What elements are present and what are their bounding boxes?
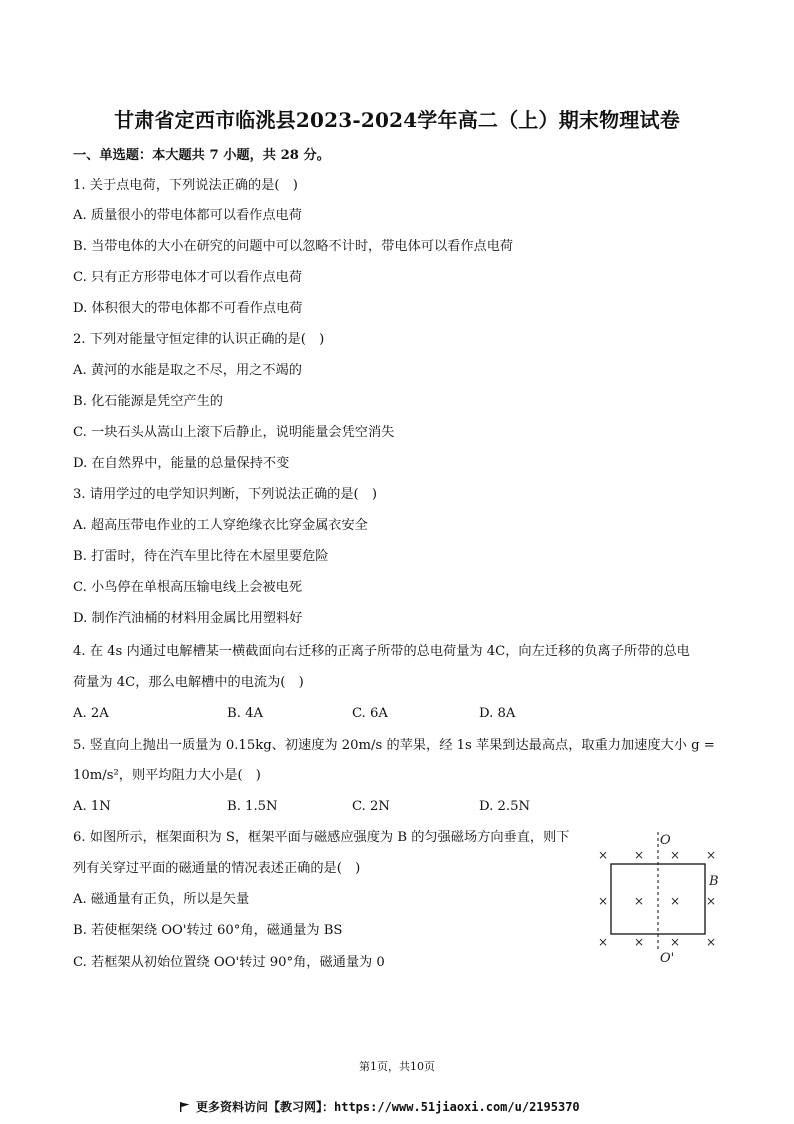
promo-link[interactable] (180, 1098, 580, 1115)
question-6-stem-line-2: 列有关穿过平面的磁通量的情况表述正确的是( ) (73, 861, 361, 876)
field-cross: × (669, 848, 681, 862)
figure-svg (592, 826, 722, 966)
question-6-stem-line-1: 6. 如图所示，框架面积为 S，框架平面与磁感应强度为 B 的匀强磁场方向垂直，则下 (73, 830, 570, 845)
question-5-option-d: D. 2.5N (479, 799, 530, 814)
question-2-option-c: C. 一块石头从嵩山上滚下后静止，说明能量会凭空消失 (73, 425, 395, 440)
question-3-option-b: B. 打雷时，待在汽车里比待在木屋里要危险 (73, 549, 329, 564)
question-1-option-b: B. 当带电体的大小在研究的问题中可以忽略不计时，带电体可以看作点电荷 (73, 239, 514, 254)
question-5-option-c: C. 2N (352, 799, 390, 814)
question-4-stem-line-1: 4. 在 4s 内通过电解槽某一横截面向右迁移的正离子所带的总电荷量为 4C，向左迁移的负离子所带的总电 (73, 644, 690, 659)
flag-icon (180, 1102, 190, 1112)
question-5-stem-line-2: 10m/s²，则平均阻力大小是( ) (73, 768, 261, 783)
question-3-stem: 3. 请用学过的电学知识判断，下列说法正确的是( ) (73, 487, 377, 502)
promo-text: 更多资料访问【教习网】：https://www.51jiaoxi.com/u/2195370 (196, 1100, 580, 1114)
question-2-option-d: D. 在自然界中，能量的总量保持不变 (73, 456, 290, 471)
field-cross: × (705, 894, 717, 908)
question-3-option-c: C. 小鸟停在单根高压输电线上会被电死 (73, 580, 303, 595)
question-5-stem-line-1: 5. 竖直向上抛出一质量为 0.15kg、初速度为 20m/s 的苹果，经 1s 苹果到达最高点，取重力加速度大小 g = (73, 738, 715, 753)
question-3-option-a: A. 超高压带电作业的工人穿绝缘衣比穿金属衣安全 (73, 518, 368, 533)
question-1-stem: 1. 关于点电荷，下列说法正确的是( ) (73, 178, 298, 193)
axis-label-bottom: O' (660, 951, 675, 966)
field-cross: × (633, 894, 645, 908)
field-cross: × (597, 935, 609, 949)
field-cross: × (633, 935, 645, 949)
field-cross: × (669, 894, 681, 908)
question-4-option-d: D. 8A (479, 706, 516, 721)
page-title: 甘肃省定西市临洮县2023-2024学年高二（上）期末物理试卷 (114, 108, 680, 132)
question-6-option-b: B. 若使框架绕 OO'转过 60°角，磁通量为 BS (73, 923, 343, 938)
page-number: 第1页，共10页 (359, 1060, 435, 1073)
field-cross: × (705, 935, 717, 949)
section-heading: 一、单选题：本大题共 7 小题，共 28 分。 (73, 148, 330, 163)
question-6-option-a: A. 磁通量有正负，所以是矢量 (73, 892, 250, 907)
question-2-option-a: A. 黄河的水能是取之不尽，用之不竭的 (73, 363, 302, 378)
question-4-option-c: C. 6A (352, 706, 388, 721)
question-1-option-a: A. 质量很小的带电体都可以看作点电荷 (73, 208, 302, 223)
field-cross: × (669, 935, 681, 949)
question-4-stem-line-2: 荷量为 4C，那么电解槽中的电流为( ) (73, 675, 304, 690)
question-1-option-c: C. 只有正方形带电体才可以看作点电荷 (73, 270, 303, 285)
question-6-option-c: C. 若框架从初始位置绕 OO'转过 90°角，磁通量为 0 (73, 955, 385, 970)
axis-label-top: O (660, 833, 671, 848)
question-3-option-d: D. 制作汽油桶的材料用金属比用塑料好 (73, 611, 303, 626)
question-5-option-b: B. 1.5N (227, 799, 278, 814)
field-cross: × (597, 894, 609, 908)
question-4-option-b: B. 4A (227, 706, 263, 721)
question-2-stem: 2. 下列对能量守恒定律的认识正确的是( ) (73, 332, 325, 347)
field-cross: × (705, 848, 717, 862)
question-4-option-a: A. 2A (73, 706, 109, 721)
question-5-option-a: A. 1N (73, 799, 111, 814)
field-cross: × (633, 848, 645, 862)
field-label: B (709, 874, 719, 889)
field-cross: × (597, 848, 609, 862)
question-2-option-b: B. 化石能源是凭空产生的 (73, 394, 223, 409)
magnetic-flux-figure (592, 826, 722, 966)
question-1-option-d: D. 体积很大的带电体都不可看作点电荷 (73, 301, 303, 316)
